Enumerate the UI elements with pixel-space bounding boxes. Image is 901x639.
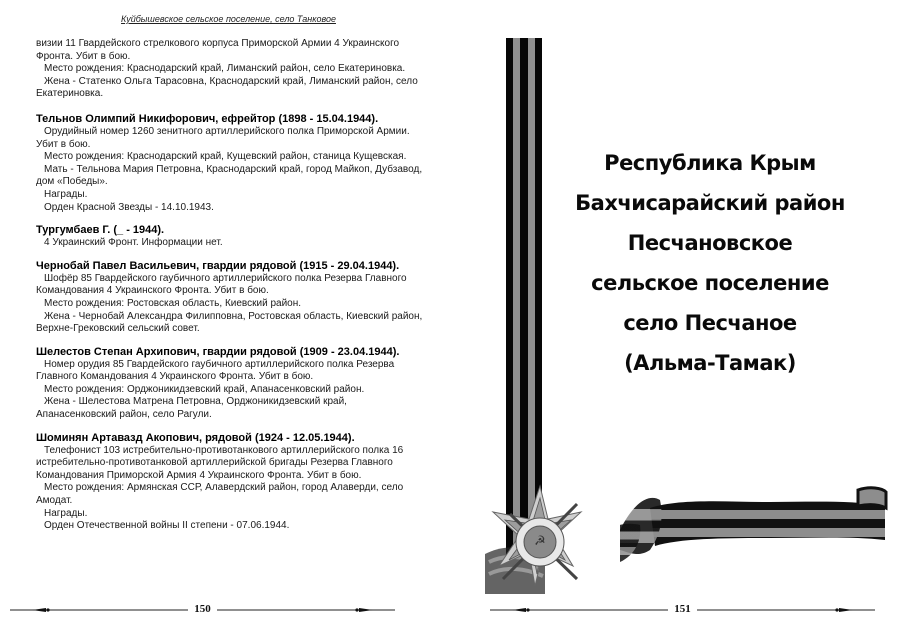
title-line-village: село Песчаное — [623, 311, 797, 335]
title-line-district: Бахчисарайский район — [575, 191, 845, 215]
entry-paragraph: Награды. — [44, 507, 88, 519]
entry-title: Чернобай Павел Васильевич, гвардии рядовой (1915 - 29.04.1944). — [36, 259, 400, 272]
page-number: 150 — [188, 603, 217, 615]
entry-paragraph: Награды. — [44, 188, 88, 200]
entry-paragraph: Жена - Шелестова Матрена Петровна, Орджоникидзевский край, Апанасенковский район, село Рагули. — [36, 396, 347, 421]
entry-paragraph: 4 Украинский Фронт. Информации нет. — [44, 237, 223, 249]
left-page — [0, 0, 450, 639]
entry-shominyan — [36, 432, 426, 533]
st-george-ribbon-vertical — [506, 38, 542, 558]
entry-paragraph: Телефонист 103 истребительно-противотанкового артиллерийского полка 16 истребительно-противотанковой артиллерийской бригады Резерва Главного Командования Приморской Армия 4 Украинского Фронта. Убит в бою. — [36, 444, 404, 481]
entry-paragraph: визии 11 Гвардейского стрелкового корпуса Приморской Армии 4 Украинского Фронта. Убит в бою. — [36, 38, 400, 62]
entry-paragraph: Место рождения: Краснодарский край, Лиманский район, село Екатериновка. — [44, 63, 406, 75]
entry-title: Тельнов Олимпий Никифорович, ефрейтор (1898 - 15.04.1944). — [36, 112, 379, 125]
section-title — [560, 143, 860, 383]
entry-paragraph: Орудийный номер 1260 зенитного артиллерийского полка Приморской Армии. Убит в бою. — [36, 125, 410, 150]
title-line-settlement-type: сельское поселение — [591, 271, 829, 295]
entry-paragraph: Жена - Статенко Ольга Тарасовна, Краснодарский край, Лиманский район, село Екатериновка. — [36, 75, 418, 100]
page-body — [36, 38, 426, 543]
page-footer — [490, 604, 875, 616]
entry-paragraph: Орден Отечественной войны II степени - 07.06.1944. — [44, 520, 290, 532]
entry-paragraph: Жена - Чернобай Александра Филипповна, Ростовская область, Киевский район, Верхне-Грековский сельский совет. — [36, 310, 423, 335]
continued-entry — [36, 38, 426, 101]
entry-paragraph: Номер орудия 85 Гвардейского гаубичного артиллерийского полка Резерва Главного Командования 4 Украинского Фронта. Убит в бою. — [36, 358, 395, 383]
page-number: 151 — [668, 603, 697, 615]
entry-telnov — [36, 113, 426, 214]
page-footer — [10, 604, 395, 616]
running-head: Куйбышевское сельское поселение, село Танковое — [121, 14, 336, 24]
st-george-ribbon-wave — [620, 480, 890, 565]
title-line-settlement-name: Песчановское — [627, 231, 793, 255]
entry-title: Шелестов Степан Архипович, гвардии рядовой (1909 - 23.04.1944). — [36, 345, 400, 358]
title-line-historic-name: (Альма-Тамак) — [624, 351, 796, 375]
entry-turgumbaev — [36, 224, 426, 250]
entry-title: Тургумбаев Г. (_ - 1944). — [36, 224, 165, 237]
entry-paragraph: Орден Красной Звезды - 14.10.1943. — [44, 201, 214, 213]
entry-paragraph: Место рождения: Орджоникидзевский край, Апанасенковский район. — [44, 383, 365, 395]
entry-paragraph: Место рождения: Армянская ССР, Алавердский район, город Алаверди, село Амодат. — [36, 482, 404, 507]
entry-title: Шоминян Артавазд Акопович, рядовой (1924 - 12.05.1944). — [36, 431, 355, 444]
entry-paragraph: Мать - Тельнова Мария Петровна, Краснодарский край, город Майкоп, Дубзавод, дом «Победы». — [36, 163, 423, 188]
entry-paragraph: Место рождения: Краснодарский край, Кущевский район, станица Кущевская. — [44, 151, 407, 163]
order-of-patriotic-war-icon — [485, 484, 595, 594]
title-line-region: Республика Крым — [604, 151, 816, 175]
hammer-sickle-icon: ☭ — [534, 534, 546, 549]
entry-shelestov — [36, 346, 426, 422]
entry-paragraph: Место рождения: Ростовская область, Киевский район. — [44, 297, 302, 309]
entry-chernobai — [36, 260, 426, 336]
entry-paragraph: Шофёр 85 Гвардейского гаубичного артиллерийского полка Резерва Главного Командования 4 Украинского Фронта. Убит в бою. — [36, 272, 407, 297]
